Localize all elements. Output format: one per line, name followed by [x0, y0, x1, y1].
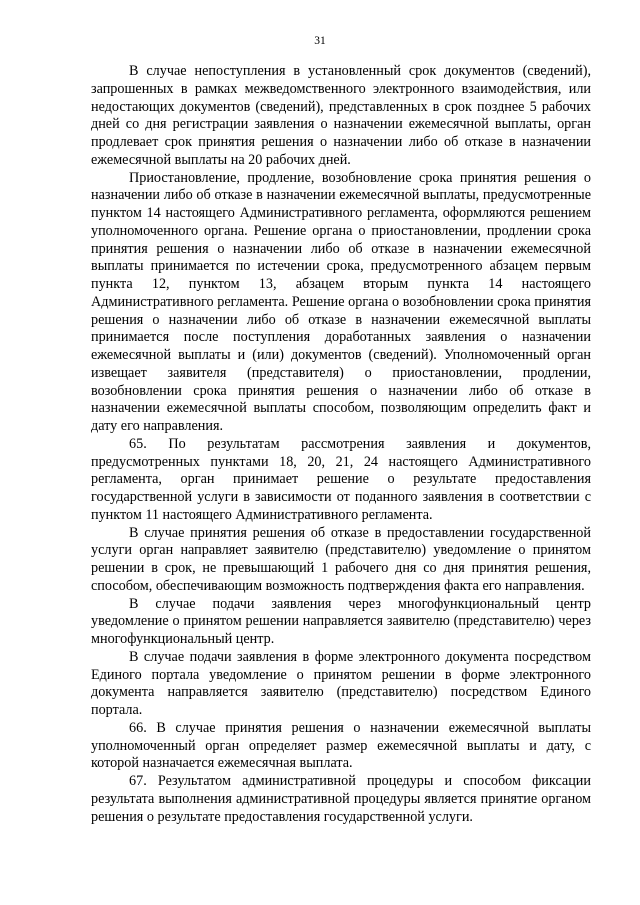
paragraph-extension-of-term: В случае непоступления в установленный срок документов (сведений), запрошенных в рамках межведомственного электронного взаимодействия, или недостающих документов (сведений), представленных в срок позднее 5 рабочих дней со дня регистрации заявления о назначении ежемесячной выплаты, орган продлевает срок принятия решения о назначении либо об отказе в назначении ежемесячной выплаты на 20 рабочих дней. — [91, 63, 591, 168]
paragraph-clause-67: 67. Результатом административной процедуры и способом фиксации результата выполнения административной процедуры является принятие органом решения о результате предоставления государственной услуги. — [91, 773, 591, 825]
paragraph-refusal-notice: В случае принятия решения об отказе в предоставлении государственной услуги орган направляет заявителю (представителю) уведомление о принятом решении в срок, не превышающий 1 рабочего дня со дня принятия решения, способом, обеспечивающим возможность подтверждения факта его направления. — [91, 524, 591, 594]
paragraph-mfc-notice: В случае подачи заявления через многофункциональный центр уведомление о принятом решении направляется заявителю (представителю) через многофункциональный центр. — [91, 595, 591, 647]
document-body — [91, 63, 591, 826]
page-number: 31 — [314, 35, 326, 47]
paragraph-portal-notice: В случае подачи заявления в форме электронного документа посредством Единого портала уведомление о принятом решении в форме электронного документа направляется заявителю (представителю) посредством Единого портала. — [91, 648, 591, 718]
paragraph-clause-66: 66. В случае принятия решения о назначении ежемесячной выплаты уполномоченный орган определяет размер ежемесячной выплаты и дату, с которой назначается ежемесячная выплата. — [91, 719, 591, 772]
paragraph-suspension-resumption: Приостановление, продление, возобновление срока принятия решения о назначении либо об отказе в назначении ежемесячной выплаты, предусмотренные пунктом 14 настоящего Административного регламента, оформляются решением уполномоченного органа. Решение органа о приостановлении, продлении срока принятия решения о назначении либо об отказе в назначении ежемесячной выплаты принимается по истечении срока, предусмотренного абзацем первым пункта 12, пунктом 13, абзацем вторым пункта 14 настоящего Административного регламента. Решение органа о возобновлении срока принятия решения о назначении либо об отказе в назначении ежемесячной выплаты принимается после поступления доработанных заявления о назначении ежемесячной выплаты и (или) документов (сведений). Уполномоченный орган извещает заявителя (представителя) о приостановлении, продлении, возобновлении срока принятия решения о назначении либо об отказе в назначении ежемесячной выплаты способом, позволяющим определить факт и дату его направления. — [91, 169, 591, 434]
paragraph-clause-65: 65. По результатам рассмотрения заявления и документов, предусмотренных пунктами 18, 20, 21, 24 настоящего Административного регламента, орган принимает решение о результате предоставления государственной услуги в зависимости от поданного заявления в соответствии с пунктом 11 настоящего Административного регламента. — [91, 435, 591, 523]
